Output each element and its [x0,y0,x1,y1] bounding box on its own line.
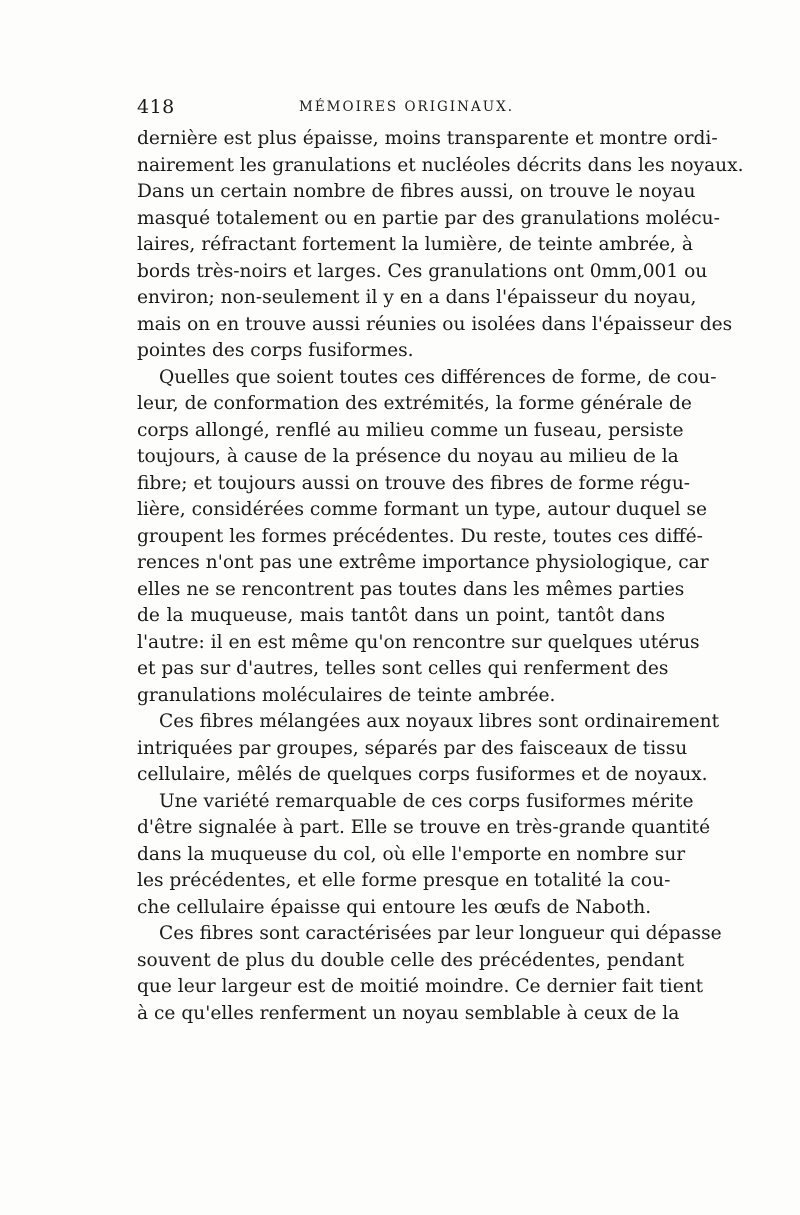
text-line: granulations moléculaires de teinte ambrée. [137,684,556,706]
text-line: elles ne se rencontrent pas toutes dans les mêmes parties [137,578,685,600]
text-line: les précédentes, et elle forme presque en totalité la cou- [137,870,671,891]
text-line: que leur largeur est de moitié moindre. Ce dernier fait tient [137,976,704,997]
text-line: lière, considérées comme formant un type, autour duquel se [137,499,707,520]
text-line: de la muqueuse, mais tantôt dans un point, tantôt dans [137,605,665,626]
text-line: che cellulaire épaisse qui entoure les œufs de Naboth. [137,896,652,918]
text-line: dans la muqueuse du col, où elle l'emporte en nombre sur [137,843,686,865]
text-line: nairement les granulations et nucléoles décrits dans les noyaux. [137,154,744,176]
text-line: Dans un certain nombre de fibres aussi, on trouve le noyau [137,181,696,202]
text-line: Quelles que soient toutes ces différences de forme, de cou- [159,366,717,388]
text-line: toujours, à cause de la présence du noyau au milieu de la [137,446,679,467]
text-line: Ces fibres sont caractérisées par leur longueur qui dépasse [159,923,722,944]
text-line: masqué totalement ou en partie par des granulations molécu- [137,207,720,229]
page-header [137,96,667,120]
text-line: à ce qu'elles renferment un noyau semblable à ceux de la [137,1002,680,1024]
text-line: leur, de conformation des extrémités, la forme générale de [137,393,692,414]
text-line: bords très-noirs et larges. Ces granulations ont 0mm,001 ou [137,260,708,282]
text-line: groupent les formes précédentes. Du reste, toutes ces diffé- [137,525,703,547]
text-line: corps allongé, renflé au milieu comme un fuseau, persiste [137,419,684,441]
text-line: d'être signalée à part. Elle se trouve en très-grande quantité [137,817,711,838]
text-line: mais on en trouve aussi réunies ou isolées dans l'épaisseur des [137,313,733,335]
text-line: Ces fibres mélangées aux noyaux libres sont ordinairement [159,711,720,732]
text-line: intriquées par groupes, séparés par des faisceaux de tissu [137,737,688,759]
text-line: pointes des corps fusiformes. [137,340,414,361]
text-line: Une variété remarquable de ces corps fusiformes mérite [159,790,694,812]
text-line: laires, réfractant fortement la lumière, de teinte ambrée, à [137,234,693,255]
text-line: l'autre: il en est même qu'on rencontre sur quelques utérus [137,631,700,653]
text-line: cellulaire, mêlés de quelques corps fusiformes et de noyaux. [137,764,708,785]
body-text [137,126,744,1027]
running-title: MÉMOIRES ORIGINAUX. [299,99,514,115]
text-line: environ; non-seulement il y en a dans l'épaisseur du noyau, [137,287,697,308]
text-line: rences n'ont pas une extrême importance physiologique, car [137,552,709,573]
text-line: et pas sur d'autres, telles sont celles qui renferment des [137,658,669,679]
text-line: fibre; et toujours aussi on trouve des fibres de forme régu- [137,472,691,494]
text-line: dernière est plus épaisse, moins transparente et montre ordi- [137,128,718,149]
text-line: souvent de plus du double celle des précédentes, pendant [137,949,685,971]
page-number: 418 [137,96,175,118]
